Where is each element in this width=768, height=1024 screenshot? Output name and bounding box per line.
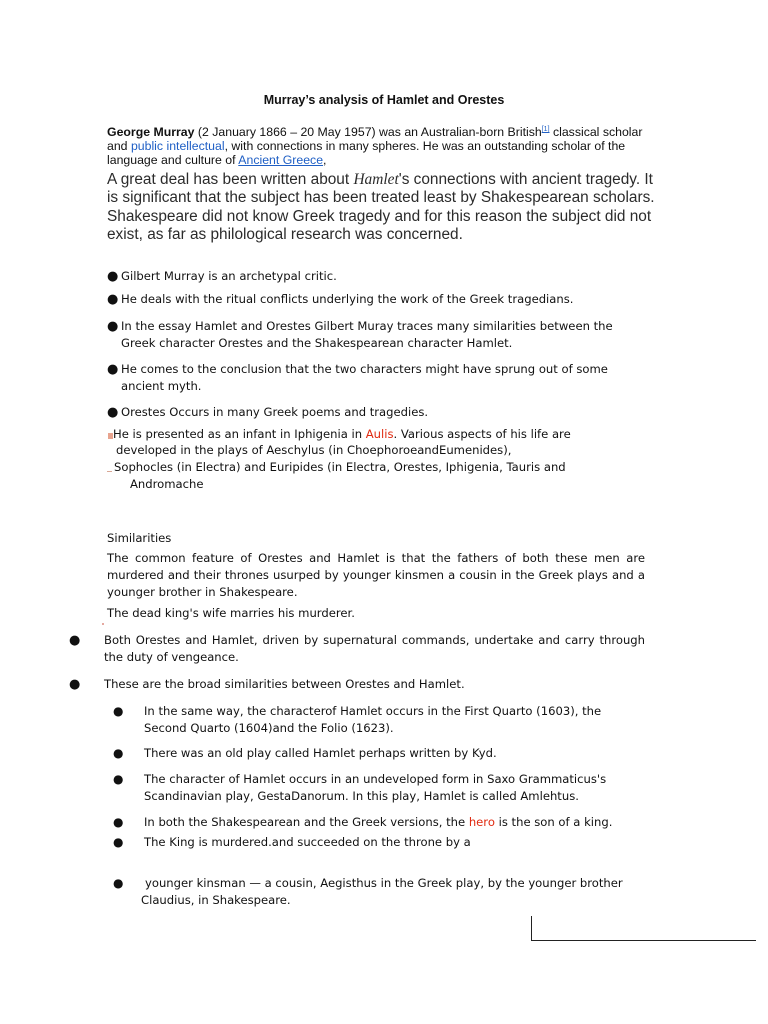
border-line [531, 940, 756, 941]
list-item [69, 676, 649, 693]
list-item [113, 771, 645, 805]
bullet-icon: ● [107, 292, 119, 307]
list-item [107, 361, 647, 395]
public-intellectual-link[interactable]: public intellectual [130, 139, 225, 154]
intro-text-1: classical scholar and [107, 125, 643, 154]
paragraph-mark-icon [102, 623, 104, 625]
list-item [107, 291, 647, 308]
border-line [531, 916, 532, 941]
list-item [113, 834, 645, 851]
footnote-link[interactable]: [1] [541, 125, 550, 133]
intro-dates: (2 January 1866 – 20 May 1957) was an Australian-born British [194, 125, 542, 139]
bullet-text-continued: Claudius, in Shakespeare. [141, 893, 291, 907]
bullet-icon: ● [69, 677, 81, 692]
bullet-text: He deals with the ritual conflicts underlying the work of the Greek tragedians. [121, 292, 574, 306]
bullet-text: There was an old play called Hamlet perhaps written by Kyd. [144, 746, 497, 760]
quote-paragraph [107, 171, 655, 244]
bullet-text: The King is murdered.and succeeded on the throne by a [144, 835, 471, 849]
similarities-paragraph-2: The dead king's wife marries his murderer. [107, 606, 355, 620]
iphigenia-line-2: developed in the plays of Aeschylus (in ChoephoroeandEumenides), [116, 443, 512, 457]
intro-paragraph [107, 125, 647, 168]
bullet-icon: ● [113, 772, 124, 786]
hero-text-1: In both the Shakespearean and the Greek versions, the [144, 815, 469, 829]
quote-text-1: A great deal has been written about [107, 171, 354, 188]
bullet-icon: ● [107, 269, 119, 284]
bullet-text: The character of Hamlet occurs in an undeveloped form in Saxo Grammaticus's Scandinavian play, GestaDanorum. In this play, Hamlet is called Amlehtus. [144, 772, 607, 803]
iphigenia-line-3: Sophocles (in Electra) and Euripides (in Electra, Orestes, Iphigenia, Tauris and [114, 460, 566, 474]
intro-text-2: , with connections in many spheres. He was an outstanding scholar of the language and culture of [107, 139, 626, 168]
list-item [107, 404, 647, 421]
list-item [113, 745, 645, 762]
intro-end: , [323, 153, 327, 168]
bullet-text: Gilbert Murray is an archetypal critic. [121, 269, 337, 283]
iphigenia-line-1 [113, 426, 653, 443]
bullet-text: He comes to the conclusion that the two characters might have sprung out of some ancient myth. [121, 362, 608, 393]
iphigenia-text-2: . Various aspects of his life are [393, 427, 571, 441]
paragraph-mark-icon [107, 471, 112, 472]
aulis-highlight: Aulis [365, 427, 394, 441]
bullet-icon: ● [113, 876, 124, 890]
bullet-icon: ● [113, 704, 124, 718]
list-item [113, 814, 645, 831]
bullet-text: In the essay Hamlet and Orestes Gilbert Muray traces many similarities between the Greek character Orestes and the Shakespearean character Hamlet. [121, 319, 613, 350]
bullet-icon: ● [69, 633, 81, 648]
intro-name: George Murray [107, 125, 195, 139]
bullet-icon: ● [107, 319, 119, 334]
bullet-icon: ● [113, 815, 124, 829]
bullet-text: Orestes Occurs in many Greek poems and tragedies. [121, 405, 429, 419]
bullet-icon: ● [107, 405, 119, 420]
list-item [69, 632, 649, 666]
quote-text-2: 's connections with ancient tragedy. It is significant that the subject has been treated least by Shakespearean scholars. Shakespeare did not know Greek tragedy and for this reason the subject did not exist, as far as philological research was concerned. [107, 171, 655, 243]
ancient-greece-link[interactable]: Ancient Greece [238, 153, 324, 168]
bullet-text: In the same way, the characterof Hamlet occurs in the First Quarto (1603), the Second Quarto (1604)and the Folio (1623). [144, 704, 602, 735]
hero-highlight: hero [468, 815, 495, 829]
hero-text-2: is the son of a king. [494, 815, 613, 829]
similarities-paragraph: The common feature of Orestes and Hamlet is that the fathers of both these men are murdered and their thrones usurped by younger kinsmen a cousin in the Greek plays and a younger brother in Shakespeare. [107, 551, 645, 599]
page-title: Murray’s analysis of Hamlet and Orestes [263, 93, 505, 107]
iphigenia-text-1: He is presented as an infant in Iphigenia in [113, 427, 366, 441]
bullet-icon: ● [107, 362, 119, 377]
quote-hamlet: Hamlet [353, 171, 399, 188]
list-item [107, 268, 647, 285]
iphigenia-line-4: Andromache [130, 477, 204, 491]
bullet-text: Both Orestes and Hamlet, driven by supernatural commands, undertake and carry through the duty of vengeance. [104, 633, 645, 664]
list-item [113, 703, 645, 737]
bullet-text: younger kinsman — a cousin, Aegisthus in the Greek play, by the younger brother [145, 876, 623, 890]
similarities-heading: Similarities [107, 531, 172, 545]
bullet-text: These are the broad similarities between Orestes and Hamlet. [104, 677, 465, 691]
bullet-icon: ● [113, 835, 124, 849]
list-item [113, 875, 645, 892]
bullet-icon: ● [113, 746, 124, 760]
bullet-text [144, 814, 645, 831]
list-item [107, 318, 647, 352]
